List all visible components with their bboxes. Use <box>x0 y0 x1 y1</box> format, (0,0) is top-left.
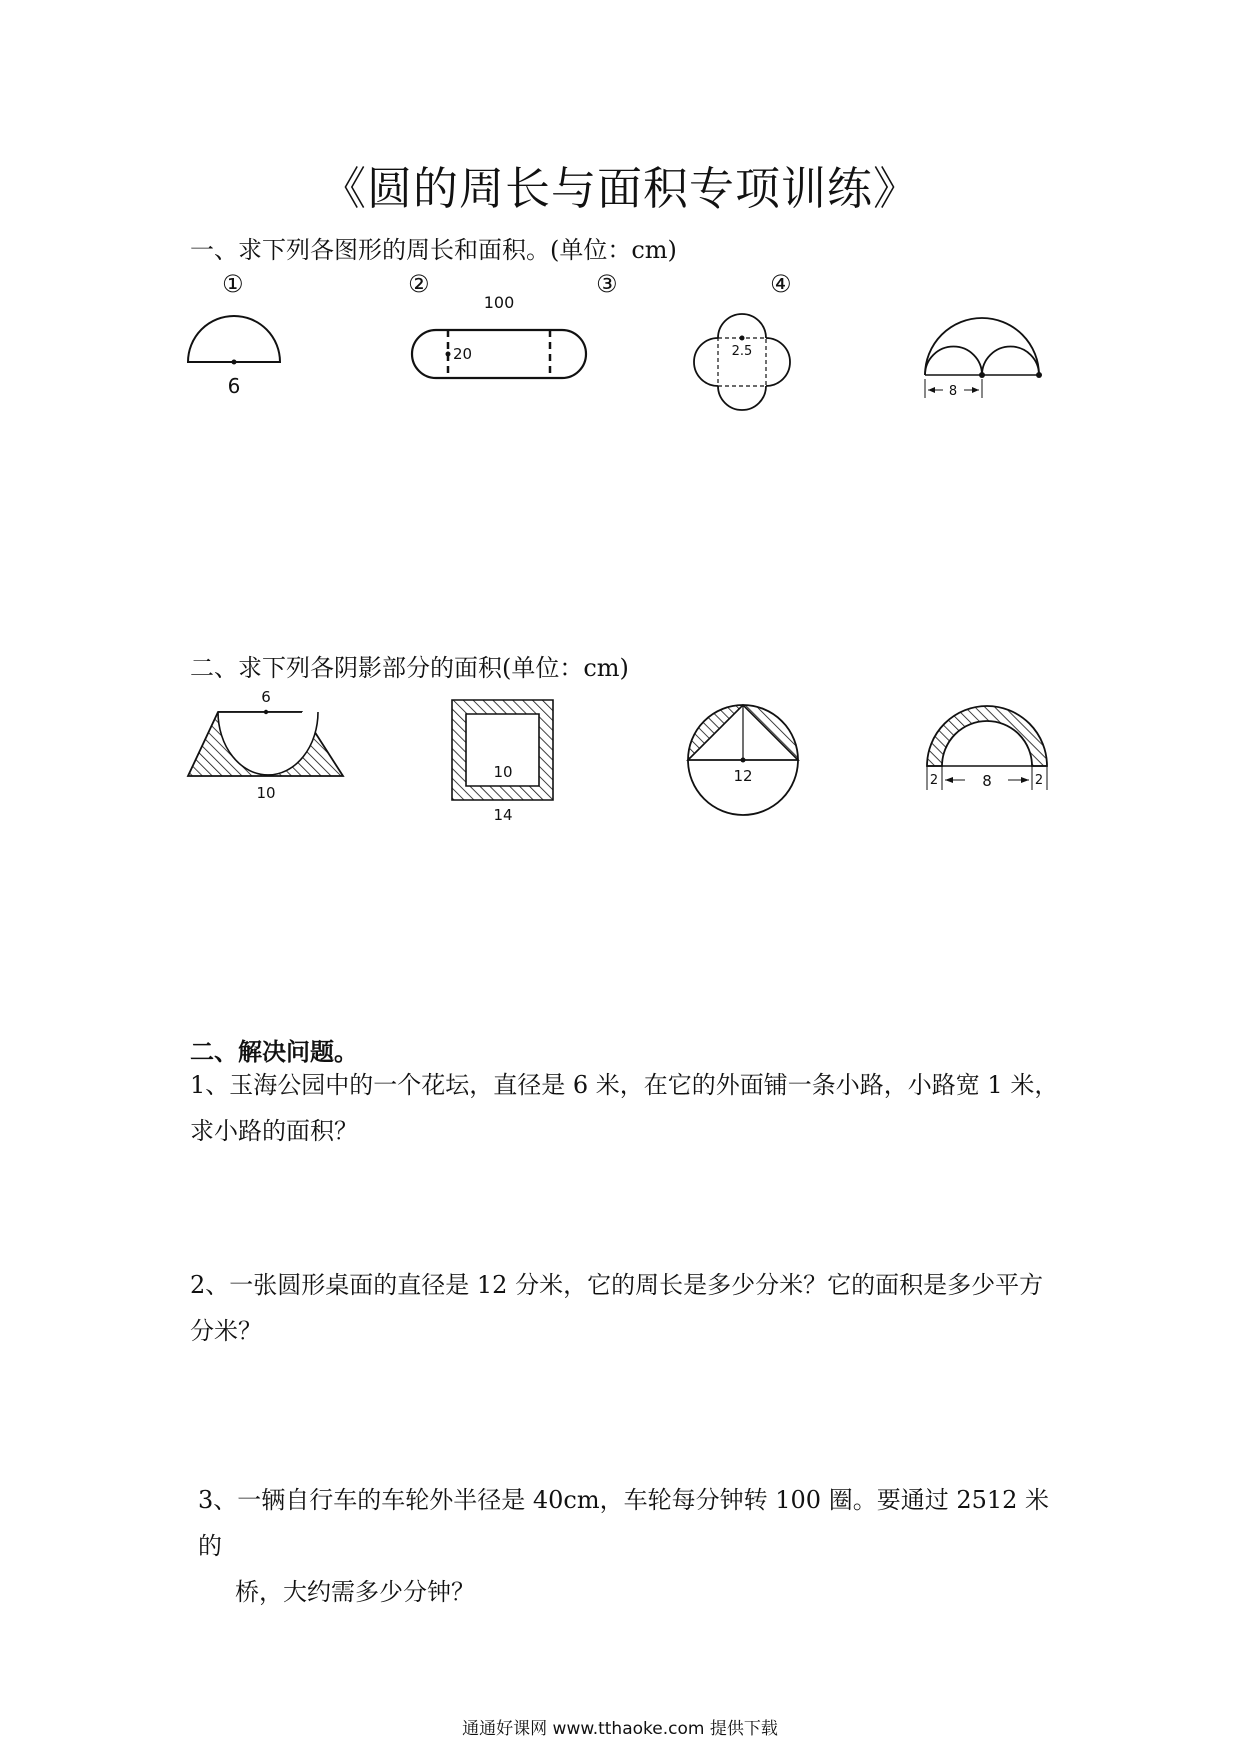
section-3-heading: 二、解决问题。 <box>190 1037 358 1066</box>
problem-1 <box>190 1062 1070 1154</box>
s1-fig3-label: 2.5 <box>731 344 753 359</box>
section-1-heading: 一、求下列各图形的周长和面积。(单位：cm) <box>190 236 677 264</box>
marker-1: ① <box>222 270 244 298</box>
s2-fig3-label: 12 <box>733 767 753 785</box>
s2-fig2-inner-label: 10 <box>493 763 513 781</box>
problem-3 <box>198 1477 1070 1615</box>
problem-3-line-1: 3、一辆自行车的车轮外半径是 40cm，车轮每分钟转 100 圈。要通过 2512 米的 <box>198 1486 1050 1560</box>
s1-fig1-semicircle <box>188 316 280 398</box>
s2-fig4-left-label: 2 <box>929 773 939 788</box>
s1-fig4-label: 8 <box>948 384 958 399</box>
s2-fig1-top-label: 6 <box>261 688 271 706</box>
s2-fig2-frame <box>452 700 553 824</box>
problem-3-line-2: 桥，大约需多少分钟？ <box>235 1578 475 1606</box>
s2-fig4-right-label: 2 <box>1034 773 1044 788</box>
marker-4: ④ <box>770 270 792 298</box>
problem-2-line-1: 2、一张圆形桌面的直径是 12 分米，它的周长是多少分米？它的面积是多少平方 <box>190 1271 1044 1299</box>
s1-fig2-top-label: 100 <box>483 293 515 312</box>
section-2-heading: 二、求下列各阴影部分的面积(单位：cm) <box>190 654 629 682</box>
footer-credit: 通通好课网 www.tthaoke.com 提供下载 <box>462 1719 778 1739</box>
problem-1-line-1: 1、玉海公园中的一个花坛，直径是 6 米，在它的外面铺一条小路，小路宽 1 米， <box>190 1071 1059 1099</box>
s2-fig3-circle <box>688 705 798 815</box>
page-title: 《圆的周长与面积专项训练》 <box>320 162 919 215</box>
marker-2: ② <box>408 270 430 298</box>
s1-fig1-label: 6 <box>227 374 241 398</box>
problem-2-line-2: 分米？ <box>190 1317 262 1345</box>
s1-fig2-stadium <box>412 293 586 378</box>
s1-fig2-inner-label: 20 <box>453 345 473 363</box>
s1-fig3-clover <box>694 314 790 410</box>
s2-fig1-bottom-label: 10 <box>256 784 276 802</box>
s1-fig4-arches <box>925 318 1042 399</box>
s2-fig4-middle-label: 8 <box>982 772 992 790</box>
marker-3: ③ <box>596 270 618 298</box>
s2-fig4-ring <box>927 706 1047 790</box>
s2-fig2-outer-label: 14 <box>493 806 513 824</box>
problem-2 <box>190 1262 1070 1354</box>
problem-1-line-2: 求小路的面积？ <box>190 1117 358 1145</box>
